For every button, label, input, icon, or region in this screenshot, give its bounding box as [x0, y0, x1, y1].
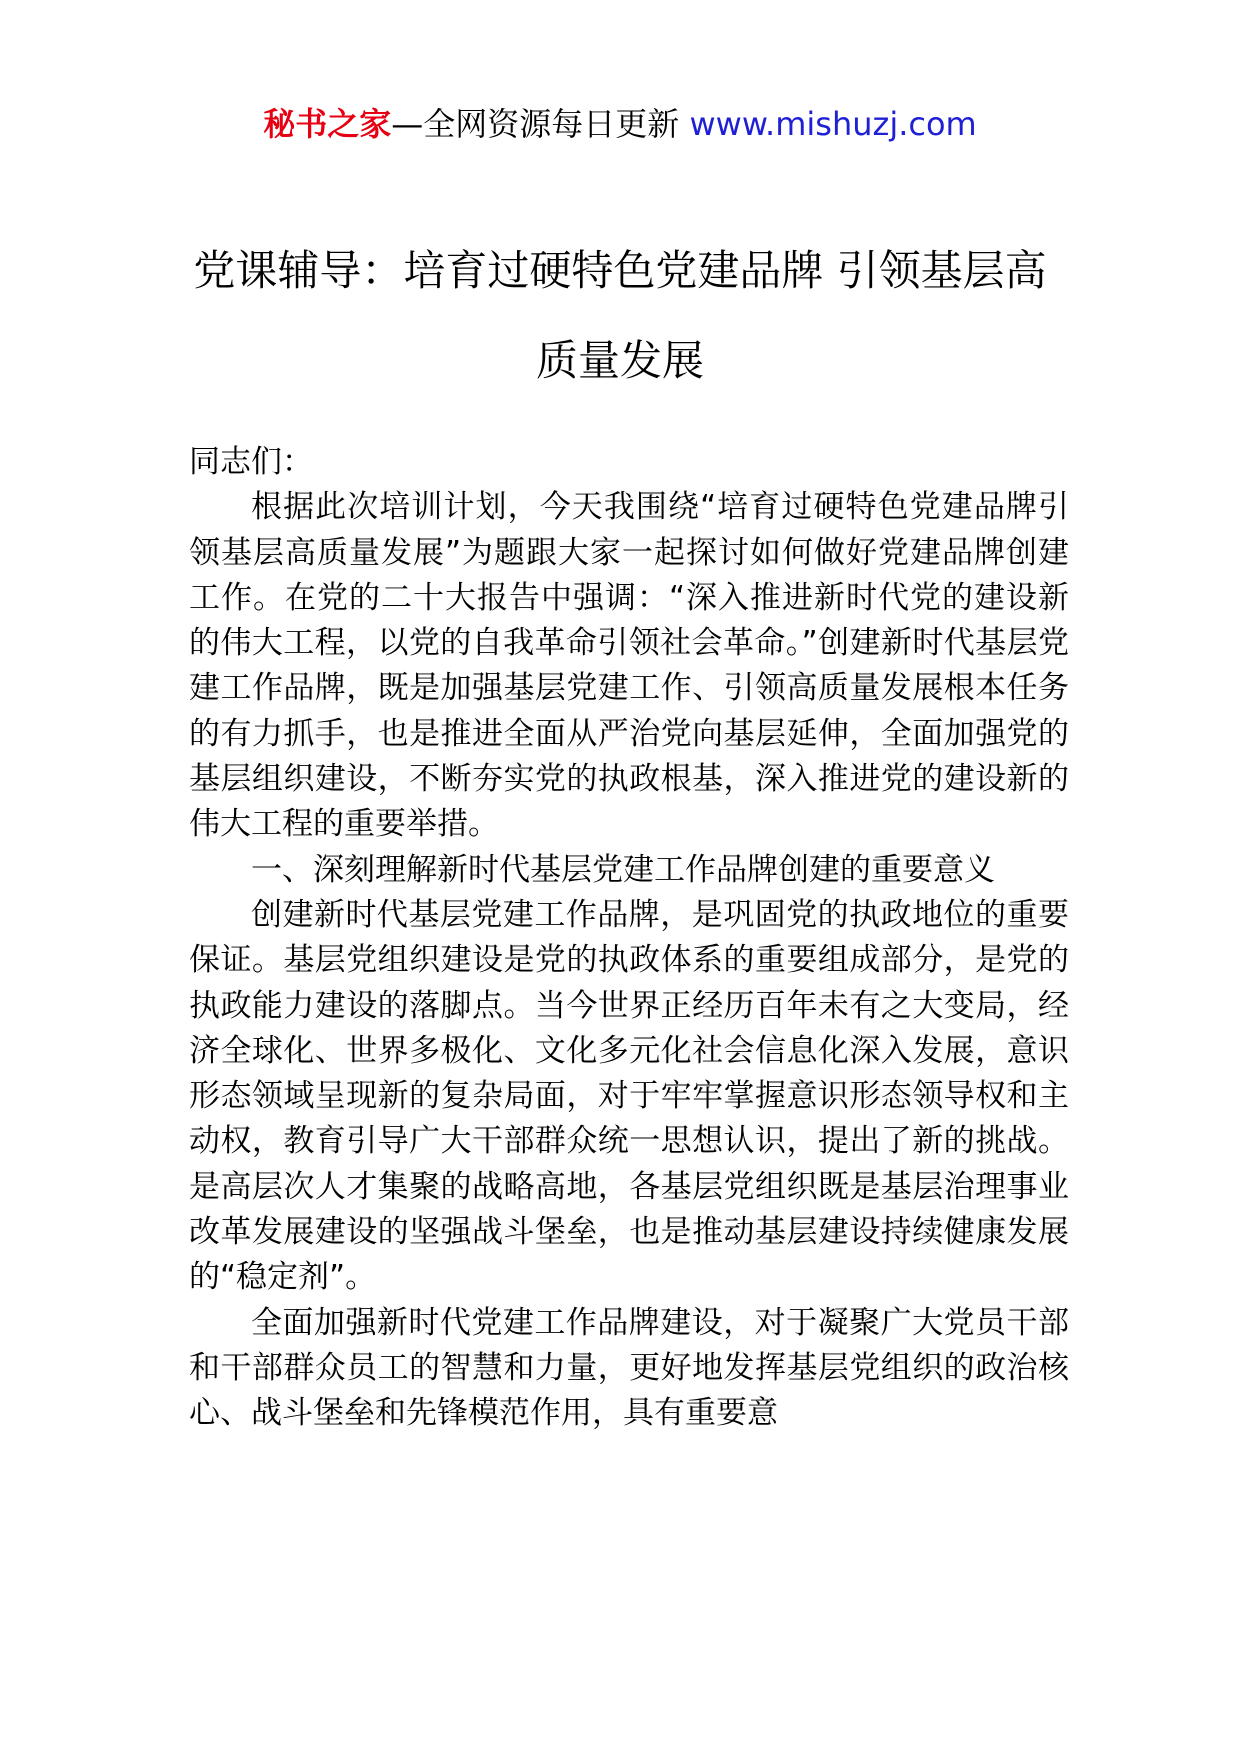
site-header	[0, 104, 1240, 144]
paragraph-intro: 根据此次培训计划，今天我围绕“培育过硬特色党建品牌引领基层高质量发展”为题跟大家一起探讨如何做好党建品牌创建工作。在党的二十大报告中强调：“深入推进新时代党的建设新的伟大工程，以党的自我革命引领社会革命。”创建新时代基层党建工作品牌，既是加强基层党建工作、引领高质量发展根本任务的有力抓手，也是推进全面从严治党向基层延伸，全面加强党的基层组织建设，不断夯实党的执政根基，深入推进党的建设新的伟大工程的重要举措。	[189, 489, 1069, 843]
site-slogan: —全网资源每日更新	[391, 105, 680, 143]
site-url-link[interactable]: www.mishuzj.com	[689, 105, 977, 143]
salutation: 同志们：	[189, 444, 313, 480]
paragraph-section-1-cont: 全面加强新时代党建工作品牌建设，对于凝聚广大党员干部和干部群众员工的智慧和力量，更好地发挥基层党组织的政治核心、战斗堡垒和先锋模范作用，具有重要意	[189, 1304, 1069, 1432]
site-brand: 秘书之家	[263, 105, 392, 143]
section-heading-1: 一、深刻理解新时代基层党建工作品牌创建的重要意义	[251, 851, 995, 888]
paragraph-section-1: 创建新时代基层党建工作品牌，是巩固党的执政地位的重要保证。基层党组织建设是党的执政体系的重要组成部分，是党的执政能力建设的落脚点。当今世界正经历百年未有之大变局，经济全球化、世界多极化、文化多元化社会信息化深入发展，意识形态领域呈现新的复杂局面，对于牢牢掌握意识形态领导权和主动权，教育引导广大干部群众统一思想认识，提出了新的挑战。是高层次人才集聚的战略高地，各基层党组织既是基层治理事业改革发展建设的坚强战斗堡垒，也是推动基层建设持续健康发展的“稳定剂”。	[189, 896, 1069, 1296]
document-body	[189, 440, 1069, 1437]
document-title: 党课辅导：培育过硬特色党建品牌 引领基层高质量发展	[193, 246, 1047, 385]
